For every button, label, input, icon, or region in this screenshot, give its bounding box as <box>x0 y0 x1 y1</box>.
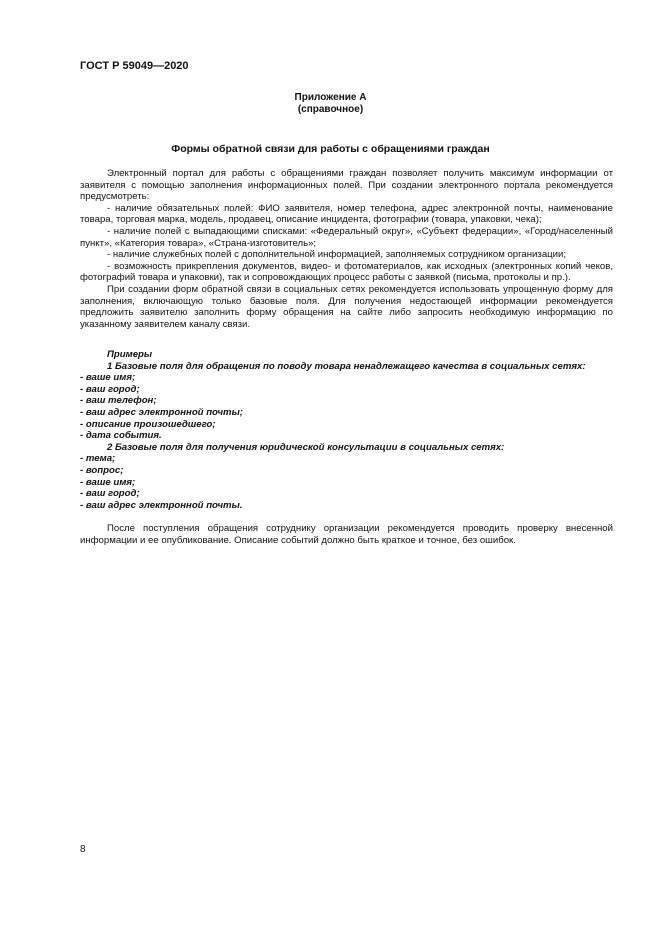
page-number: 8 <box>80 844 86 855</box>
example-item: - вопрос; <box>80 464 124 476</box>
example-item: - описание произошедшего; <box>80 418 216 430</box>
document-code: ГОСТ Р 59049—2020 <box>80 60 189 72</box>
paragraph: При создании форм обратной связи в социальных сетях рекомендуется использовать упрощенную форму для заполнения, включающую только базовые поля. Для получения недостающей информации рекомендуется предложить заявителю заполнить форму обращения на сайте либо запросить необходимую информацию по указанному заявителем каналу связи. <box>80 283 613 330</box>
example-item: - ваш адрес электронной почты; <box>80 406 243 418</box>
example-item: - ваш телефон; <box>80 395 157 407</box>
examples-block <box>80 349 613 511</box>
annex-subtitle: (справочное) <box>297 104 364 115</box>
annex-title: Приложение А <box>294 92 367 103</box>
example-item: - ваш город; <box>80 383 140 395</box>
closing-text <box>80 523 613 546</box>
examples-group-title: 1 Базовые поля для обращения по поводу товара ненадлежащего качества в социальных сетях: <box>107 360 586 372</box>
example-item: - ваш адрес электронной почты. <box>80 499 243 511</box>
body-text <box>80 168 613 330</box>
list-item: - возможность прикрепления документов, видео- и фотоматериалов, как исходных (электронных копий чеков, фотографий товара и упаковки), так и сопровождающих процесс работы с заявкой (письма, протоколы и пр.). <box>80 260 613 284</box>
example-item: - дата события. <box>80 430 162 442</box>
list-item: - наличие обязательных полей: ФИО заявителя, номер телефона, адрес электронной почты, наименование товара, торговая марка, модель, продавец, описание инцидента, фотографии (товара, упаковки, чека); <box>80 202 613 226</box>
paragraph: После поступления обращения сотруднику организации рекомендуется проводить проверку внесенной информации и ее опубликование. Описание событий должно быть краткое и точное, без ошибок. <box>80 523 613 546</box>
example-item: - ваше имя; <box>80 476 136 488</box>
paragraph: Электронный портал для работы с обращениями граждан позволяет получить максимум информации от заявителя с помощью заполнения информационных полей. При создании электронного портала рекомендуется предусмотреть: <box>80 168 613 203</box>
list-item: - наличие служебных полей с дополнительной информацией, заполняемых сотрудником организации; <box>107 249 567 261</box>
section-title: Формы обратной связи для работы с обращениями граждан <box>171 143 490 155</box>
example-item: - ваше имя; <box>80 372 136 384</box>
examples-heading: Примеры <box>107 349 153 360</box>
example-item: - ваш город; <box>80 488 140 500</box>
example-item: - тема; <box>80 453 116 465</box>
list-item: - наличие полей с выпадающими списками: «Федеральный округ», «Субъект федерации», «Город/населенный пункт», «Категория товара», «Страна-изготовитель»; <box>80 225 613 249</box>
examples-group-title: 2 Базовые поля для получения юридической консультации в социальных сетях: <box>107 441 505 453</box>
